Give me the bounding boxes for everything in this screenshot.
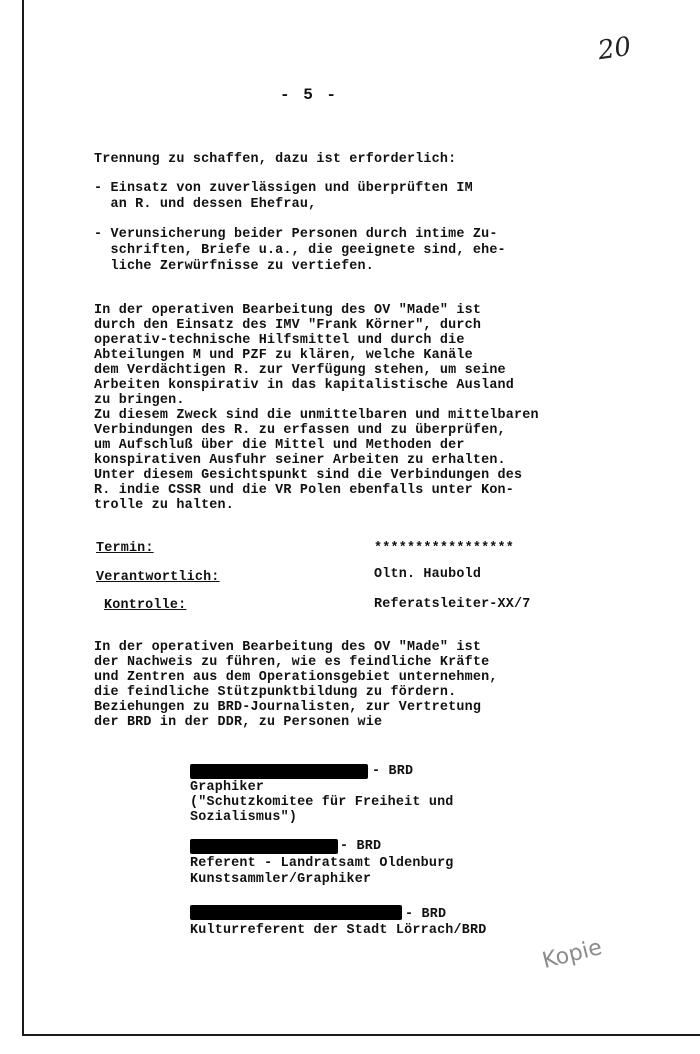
paragraph-1-line: trolle zu halten. [94, 498, 235, 513]
handwritten-page-number: 20 [596, 31, 634, 67]
kopie-stamp: Kopie [539, 935, 605, 974]
person-1-line: Sozialismus") [190, 810, 298, 825]
bullet-2-line-3: liche Zerwürfnisse zu vertiefen. [94, 259, 375, 274]
page-number: - 5 - [280, 86, 339, 104]
paragraph-2-line: In der operativen Bearbeitung des OV "Made" ist [94, 640, 482, 655]
paragraph-1-line: Abteilungen M und PZF zu klären, welche Kanäle [94, 348, 473, 363]
paragraph-2-line: der Nachweis zu führen, wie es feindliche Kräfte [94, 655, 490, 670]
paragraph-2-line: die feindliche Stützpunktbildung zu fördern. [94, 685, 457, 700]
paragraph-1-line: Unter diesem Gesichtspunkt sind die Verbindungen des [94, 468, 523, 483]
person-1-line: Graphiker [190, 780, 265, 795]
paragraph-2-line: und Zentren aus dem Operationsgebiet unternehmen, [94, 670, 498, 685]
paragraph-1-line: Zu diesem Zweck sind die unmittelbaren und mittelbaren [94, 408, 539, 423]
paragraph-1-line: Verbindungen des R. zu erfassen und zu überprüfen, [94, 423, 506, 438]
person-3-suffix: - BRD [405, 907, 447, 922]
paragraph-1-line: um Aufschluß über die Mittel und Methoden der [94, 438, 465, 453]
paragraph-1-line: In der operativen Bearbeitung des OV "Made" ist [94, 303, 482, 318]
person-2-suffix: - BRD [340, 839, 382, 854]
paragraph-1-line: durch den Einsatz des IMV "Frank Körner", durch [94, 318, 482, 333]
termin-label: Termin: [96, 541, 154, 556]
termin-value: ***************** [374, 541, 515, 556]
paragraph-2-line: Beziehungen zu BRD-Journalisten, zur Vertretung [94, 700, 482, 715]
person-1-suffix: - BRD [372, 764, 414, 779]
intro-line: Trennung zu schaffen, dazu ist erforderlich: [94, 152, 457, 167]
person-3-line: Kulturreferent der Stadt Lörrach/BRD [190, 923, 487, 938]
kontrolle-label: Kontrolle: [104, 598, 187, 613]
person-2-line: Kunstsammler/Graphiker [190, 872, 372, 887]
verantwortlich-label: Verantwortlich: [96, 570, 220, 585]
verantwortlich-value: Oltn. Haubold [374, 567, 482, 582]
bullet-2-line-1: - Verunsicherung beider Personen durch intime Zu- [94, 227, 498, 242]
page-border-bottom [22, 1034, 700, 1036]
bullet-2-line-2: schriften, Briefe u.a., die geeignete sind, ehe- [94, 243, 506, 258]
paragraph-2-line: der BRD in der DDR, zu Personen wie [94, 715, 383, 730]
paragraph-1-line: operativ-technische Hilfsmittel und durch die [94, 333, 465, 348]
paragraph-1-line: R. indie CSSR und die VR Polen ebenfalls unter Kon- [94, 483, 515, 498]
paragraph-1-line: Arbeiten konspirativ in das kapitalistische Ausland [94, 378, 515, 393]
paragraph-1-line: zu bringen. [94, 393, 185, 408]
paragraph-1-line: dem Verdächtigen R. zur Verfügung stehen, um seine [94, 363, 506, 378]
redaction-bar [190, 764, 368, 779]
redaction-bar [190, 905, 402, 920]
page-border-left [22, 0, 24, 1036]
bullet-1-line-1: - Einsatz von zuverlässigen und überprüften IM [94, 181, 473, 196]
redaction-bar [190, 839, 338, 854]
person-1-line: ("Schutzkomitee für Freiheit und [190, 795, 454, 810]
paragraph-1-line: konspirativen Ausfuhr seiner Arbeiten zu erhalten. [94, 453, 506, 468]
kontrolle-value: Referatsleiter-XX/7 [374, 597, 531, 612]
person-2-line: Referent - Landratsamt Oldenburg [190, 856, 454, 871]
bullet-1-line-2: an R. und dessen Ehefrau, [94, 197, 317, 212]
